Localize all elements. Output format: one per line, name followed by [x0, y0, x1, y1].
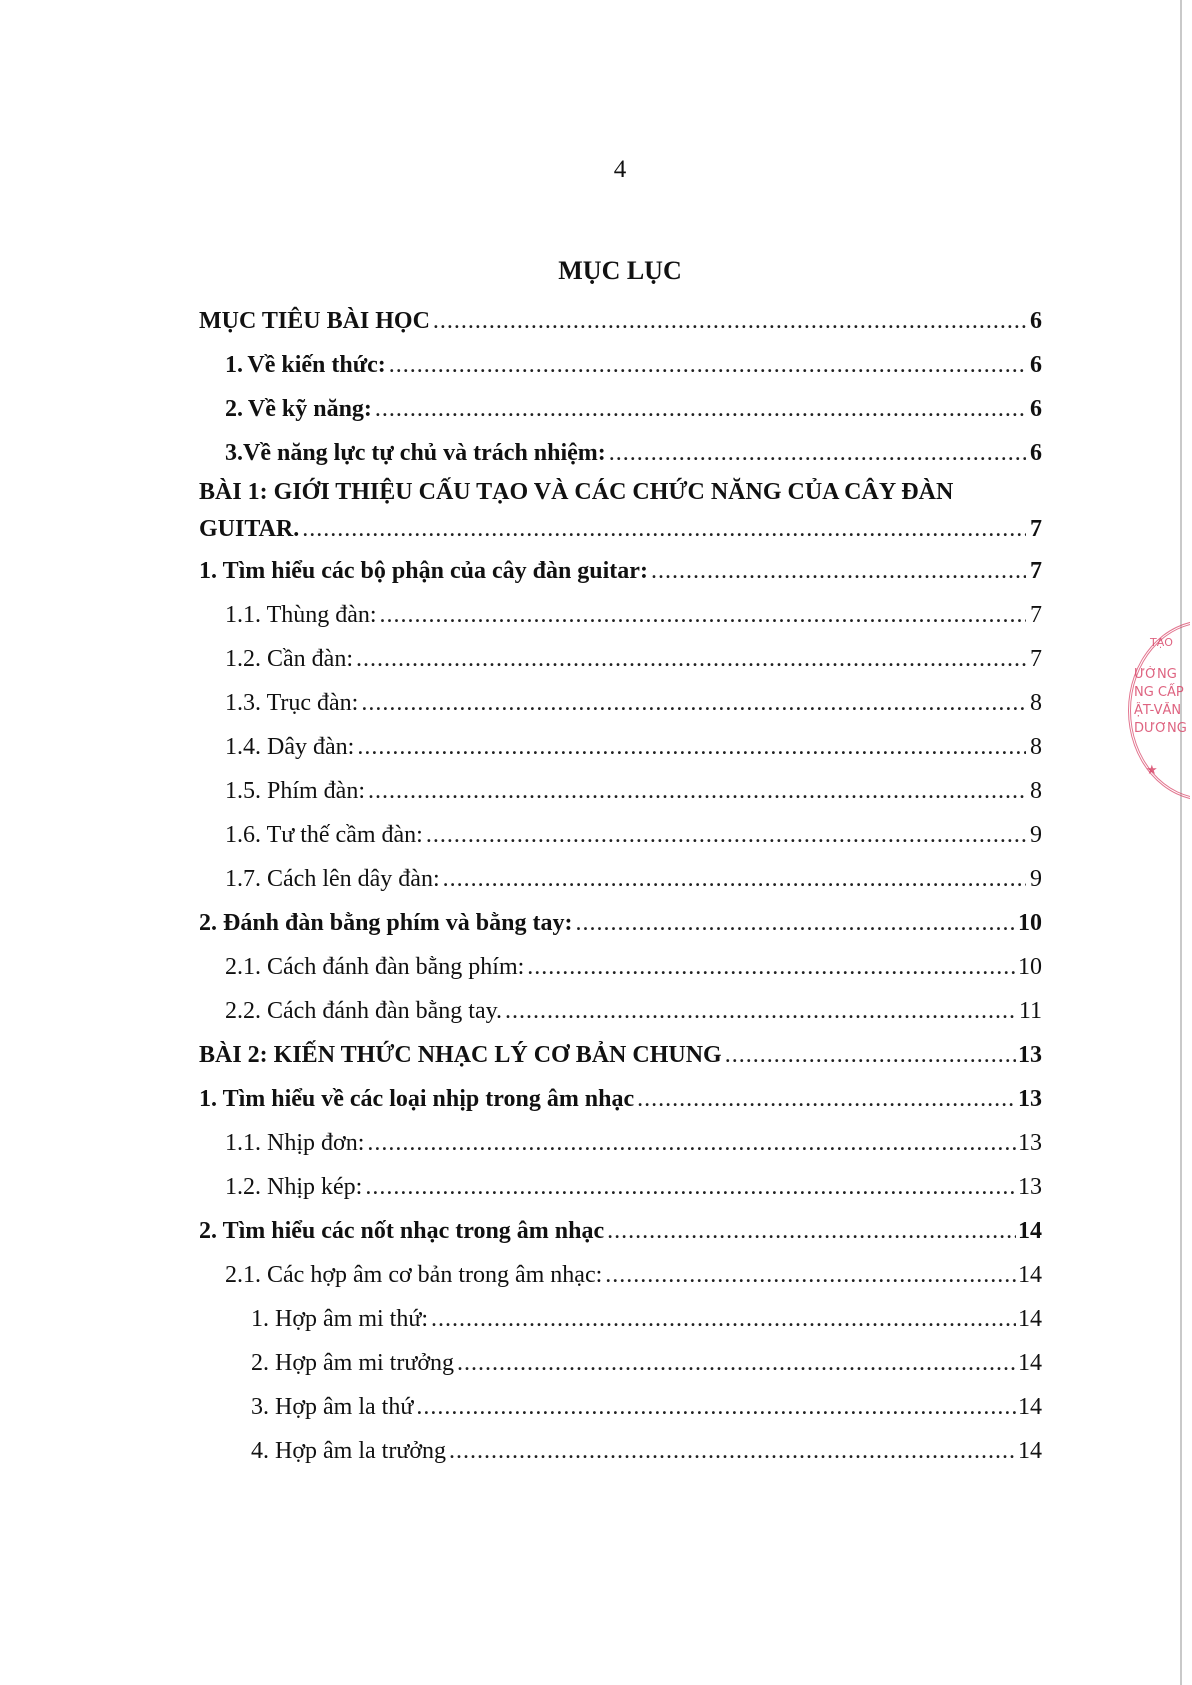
toc-entry-page: 8: [1030, 778, 1042, 804]
stamp-text: NG CẤP: [1134, 685, 1184, 700]
toc-leader-dots: [389, 343, 1026, 387]
toc-entry[interactable]: [199, 1165, 1042, 1209]
toc-entry[interactable]: [199, 593, 1042, 637]
toc-entry-label: 1.6. Tư thế cầm đàn:: [225, 822, 423, 848]
red-seal-stamp: [1128, 620, 1190, 800]
toc-leader-dots: [609, 431, 1026, 475]
toc-entry-label: 1.7. Cách lên dây đàn:: [225, 866, 440, 892]
toc-entry[interactable]: [199, 637, 1042, 681]
toc-leader-dots: [368, 769, 1026, 813]
toc-entry-page: 14: [1018, 1306, 1042, 1332]
toc-entry[interactable]: [199, 343, 1042, 387]
toc-entry-page: 10: [1018, 910, 1042, 936]
toc-entry-page: 6: [1030, 308, 1042, 334]
toc-entry-label: 1.1. Thùng đàn:: [225, 602, 377, 628]
stamp-text: ƯỜNG: [1134, 667, 1177, 682]
toc-entry-label: 2. Đánh đàn bằng phím và bằng tay:: [199, 910, 573, 936]
toc-entry[interactable]: [199, 1253, 1042, 1297]
toc-entry[interactable]: [199, 1077, 1042, 1121]
toc-leader-dots: [302, 509, 1026, 549]
toc-entry-page: 7: [1030, 516, 1042, 542]
toc-entry-label: 1.2. Cần đàn:: [225, 646, 353, 672]
toc-entry[interactable]: [199, 989, 1042, 1033]
toc-entry[interactable]: [199, 681, 1042, 725]
toc-leader-dots: [431, 1297, 1016, 1341]
toc-entry-page: 8: [1030, 690, 1042, 716]
toc-entry-page: 9: [1030, 822, 1042, 848]
toc-leader-dots: [651, 549, 1026, 593]
toc-entry-number: 1.: [225, 352, 243, 378]
toc-leader-dots: [375, 387, 1026, 431]
toc-entry-label: 1. Hợp âm mi thứ:: [251, 1306, 429, 1332]
toc-entry-page: 13: [1018, 1174, 1042, 1200]
toc-leader-dots: [365, 1165, 1016, 1209]
toc-leader-dots: [457, 1341, 1016, 1385]
scan-edge-line: [1180, 0, 1182, 1685]
toc-entry-label: 1. Tìm hiểu về các loại nhịp trong âm nhạc: [199, 1086, 635, 1112]
stamp-star-icon: ★: [1146, 763, 1158, 778]
table-of-contents: [199, 299, 1042, 1473]
toc-entry-page: 10: [1018, 954, 1042, 980]
toc-leader-dots: [416, 1385, 1016, 1429]
stamp-text: DƯƠNG: [1134, 721, 1187, 736]
toc-entry-page: 6: [1030, 352, 1042, 378]
toc-entry-label: 2.1. Cách đánh đàn bằng phím:: [225, 954, 525, 980]
toc-entry-page: 7: [1030, 558, 1042, 584]
toc-entry-label: MỤC TIÊU BÀI HỌC: [199, 308, 430, 334]
toc-entry-label: 2. Tìm hiểu các nốt nhạc trong âm nhạc: [199, 1218, 605, 1244]
toc-entry-label: 1. Tìm hiểu các bộ phận của cây đàn guitar:: [199, 558, 648, 584]
toc-leader-dots: [607, 1209, 1016, 1253]
stamp-text: TẠO: [1150, 636, 1173, 649]
toc-entry-label: 2.2. Cách đánh đàn bằng tay.: [225, 998, 503, 1024]
toc-entry[interactable]: [199, 1341, 1042, 1385]
toc-entry[interactable]: [199, 1033, 1042, 1077]
toc-entry-label: 1.1. Nhịp đơn:: [225, 1130, 365, 1156]
toc-entry-label: Về kiến thức:: [247, 352, 386, 378]
toc-entry-page: 6: [1030, 396, 1042, 422]
toc-leader-dots: [449, 1429, 1016, 1473]
toc-entry-label-line1: BÀI 1: GIỚI THIỆU CẤU TẠO VÀ CÁC CHỨC NĂNG CỦA CÂY ĐÀN: [199, 479, 954, 505]
toc-leader-dots: [505, 989, 1017, 1033]
toc-entry-page: 9: [1030, 866, 1042, 892]
toc-leader-dots: [605, 1253, 1016, 1297]
toc-leader-dots: [433, 299, 1026, 343]
toc-entry-page: 7: [1030, 646, 1042, 672]
toc-entry-label-line2: GUITAR.: [199, 516, 300, 542]
toc-entry-label: BÀI 2: KIẾN THỨC NHẠC LÝ CƠ BẢN CHUNG: [199, 1042, 722, 1068]
toc-entry-page: 14: [1018, 1394, 1042, 1420]
stamp-text: ẬT-VĂN: [1134, 703, 1182, 718]
toc-entry[interactable]: [199, 1209, 1042, 1253]
toc-entry[interactable]: [199, 431, 1042, 475]
toc-entry-label: 3. Hợp âm la thứ: [251, 1394, 414, 1420]
toc-entry[interactable]: [199, 1385, 1042, 1429]
toc-title: MỤC LỤC: [558, 256, 682, 285]
toc-entry-page: 13: [1018, 1086, 1042, 1112]
toc-leader-dots: [361, 681, 1026, 725]
toc-entry-page: 13: [1018, 1130, 1042, 1156]
toc-entry[interactable]: [199, 299, 1042, 343]
toc-entry[interactable]: [199, 1121, 1042, 1165]
toc-entry-page: 13: [1018, 1042, 1042, 1068]
toc-entry-page: 14: [1018, 1438, 1042, 1464]
toc-entry[interactable]: [199, 1297, 1042, 1341]
toc-entry[interactable]: [199, 725, 1042, 769]
toc-entry-number: 2.: [225, 396, 243, 422]
toc-entry-label: 1.4. Dây đàn:: [225, 734, 355, 760]
toc-entry-wrapped[interactable]: [199, 475, 1042, 549]
toc-leader-dots: [725, 1033, 1016, 1077]
toc-leader-dots: [575, 901, 1016, 945]
toc-entry-label: 2. Hợp âm mi trưởng: [251, 1350, 455, 1376]
toc-entry[interactable]: [199, 945, 1042, 989]
toc-entry-page: 11: [1018, 998, 1042, 1024]
toc-entry-label: 1.2. Nhịp kép:: [225, 1174, 363, 1200]
toc-entry-label: 1.5. Phím đàn:: [225, 778, 366, 804]
toc-entry-label: 2.1. Các hợp âm cơ bản trong âm nhạc:: [225, 1262, 603, 1288]
toc-leader-dots: [380, 593, 1026, 637]
toc-leader-dots: [356, 637, 1026, 681]
toc-leader-dots: [426, 813, 1026, 857]
toc-entry[interactable]: [199, 1429, 1042, 1473]
toc-entry[interactable]: [199, 901, 1042, 945]
toc-leader-dots: [357, 725, 1026, 769]
toc-entry-page: 14: [1018, 1262, 1042, 1288]
toc-entry-label: Về năng lực tự chủ và trách nhiệm:: [243, 440, 606, 466]
toc-leader-dots: [527, 945, 1016, 989]
toc-entry-page: 6: [1030, 440, 1042, 466]
toc-entry-page: 14: [1018, 1350, 1042, 1376]
page-number: 4: [613, 156, 627, 183]
toc-entry-page: 7: [1030, 602, 1042, 628]
toc-entry[interactable]: [199, 387, 1042, 431]
toc-entry-page: 8: [1030, 734, 1042, 760]
toc-leader-dots: [637, 1077, 1016, 1121]
toc-leader-dots: [443, 857, 1026, 901]
toc-entry[interactable]: [199, 813, 1042, 857]
toc-entry[interactable]: [199, 549, 1042, 593]
toc-leader-dots: [367, 1121, 1016, 1165]
toc-entry-label: 1.3. Trục đàn:: [225, 690, 359, 716]
toc-entry-number: 3.: [225, 440, 243, 466]
toc-entry[interactable]: [199, 769, 1042, 813]
toc-entry-label: Về kỹ năng:: [247, 396, 372, 422]
toc-entry-label: 4. Hợp âm la trưởng: [251, 1438, 447, 1464]
toc-entry-page: 14: [1018, 1218, 1042, 1244]
toc-entry[interactable]: [199, 857, 1042, 901]
